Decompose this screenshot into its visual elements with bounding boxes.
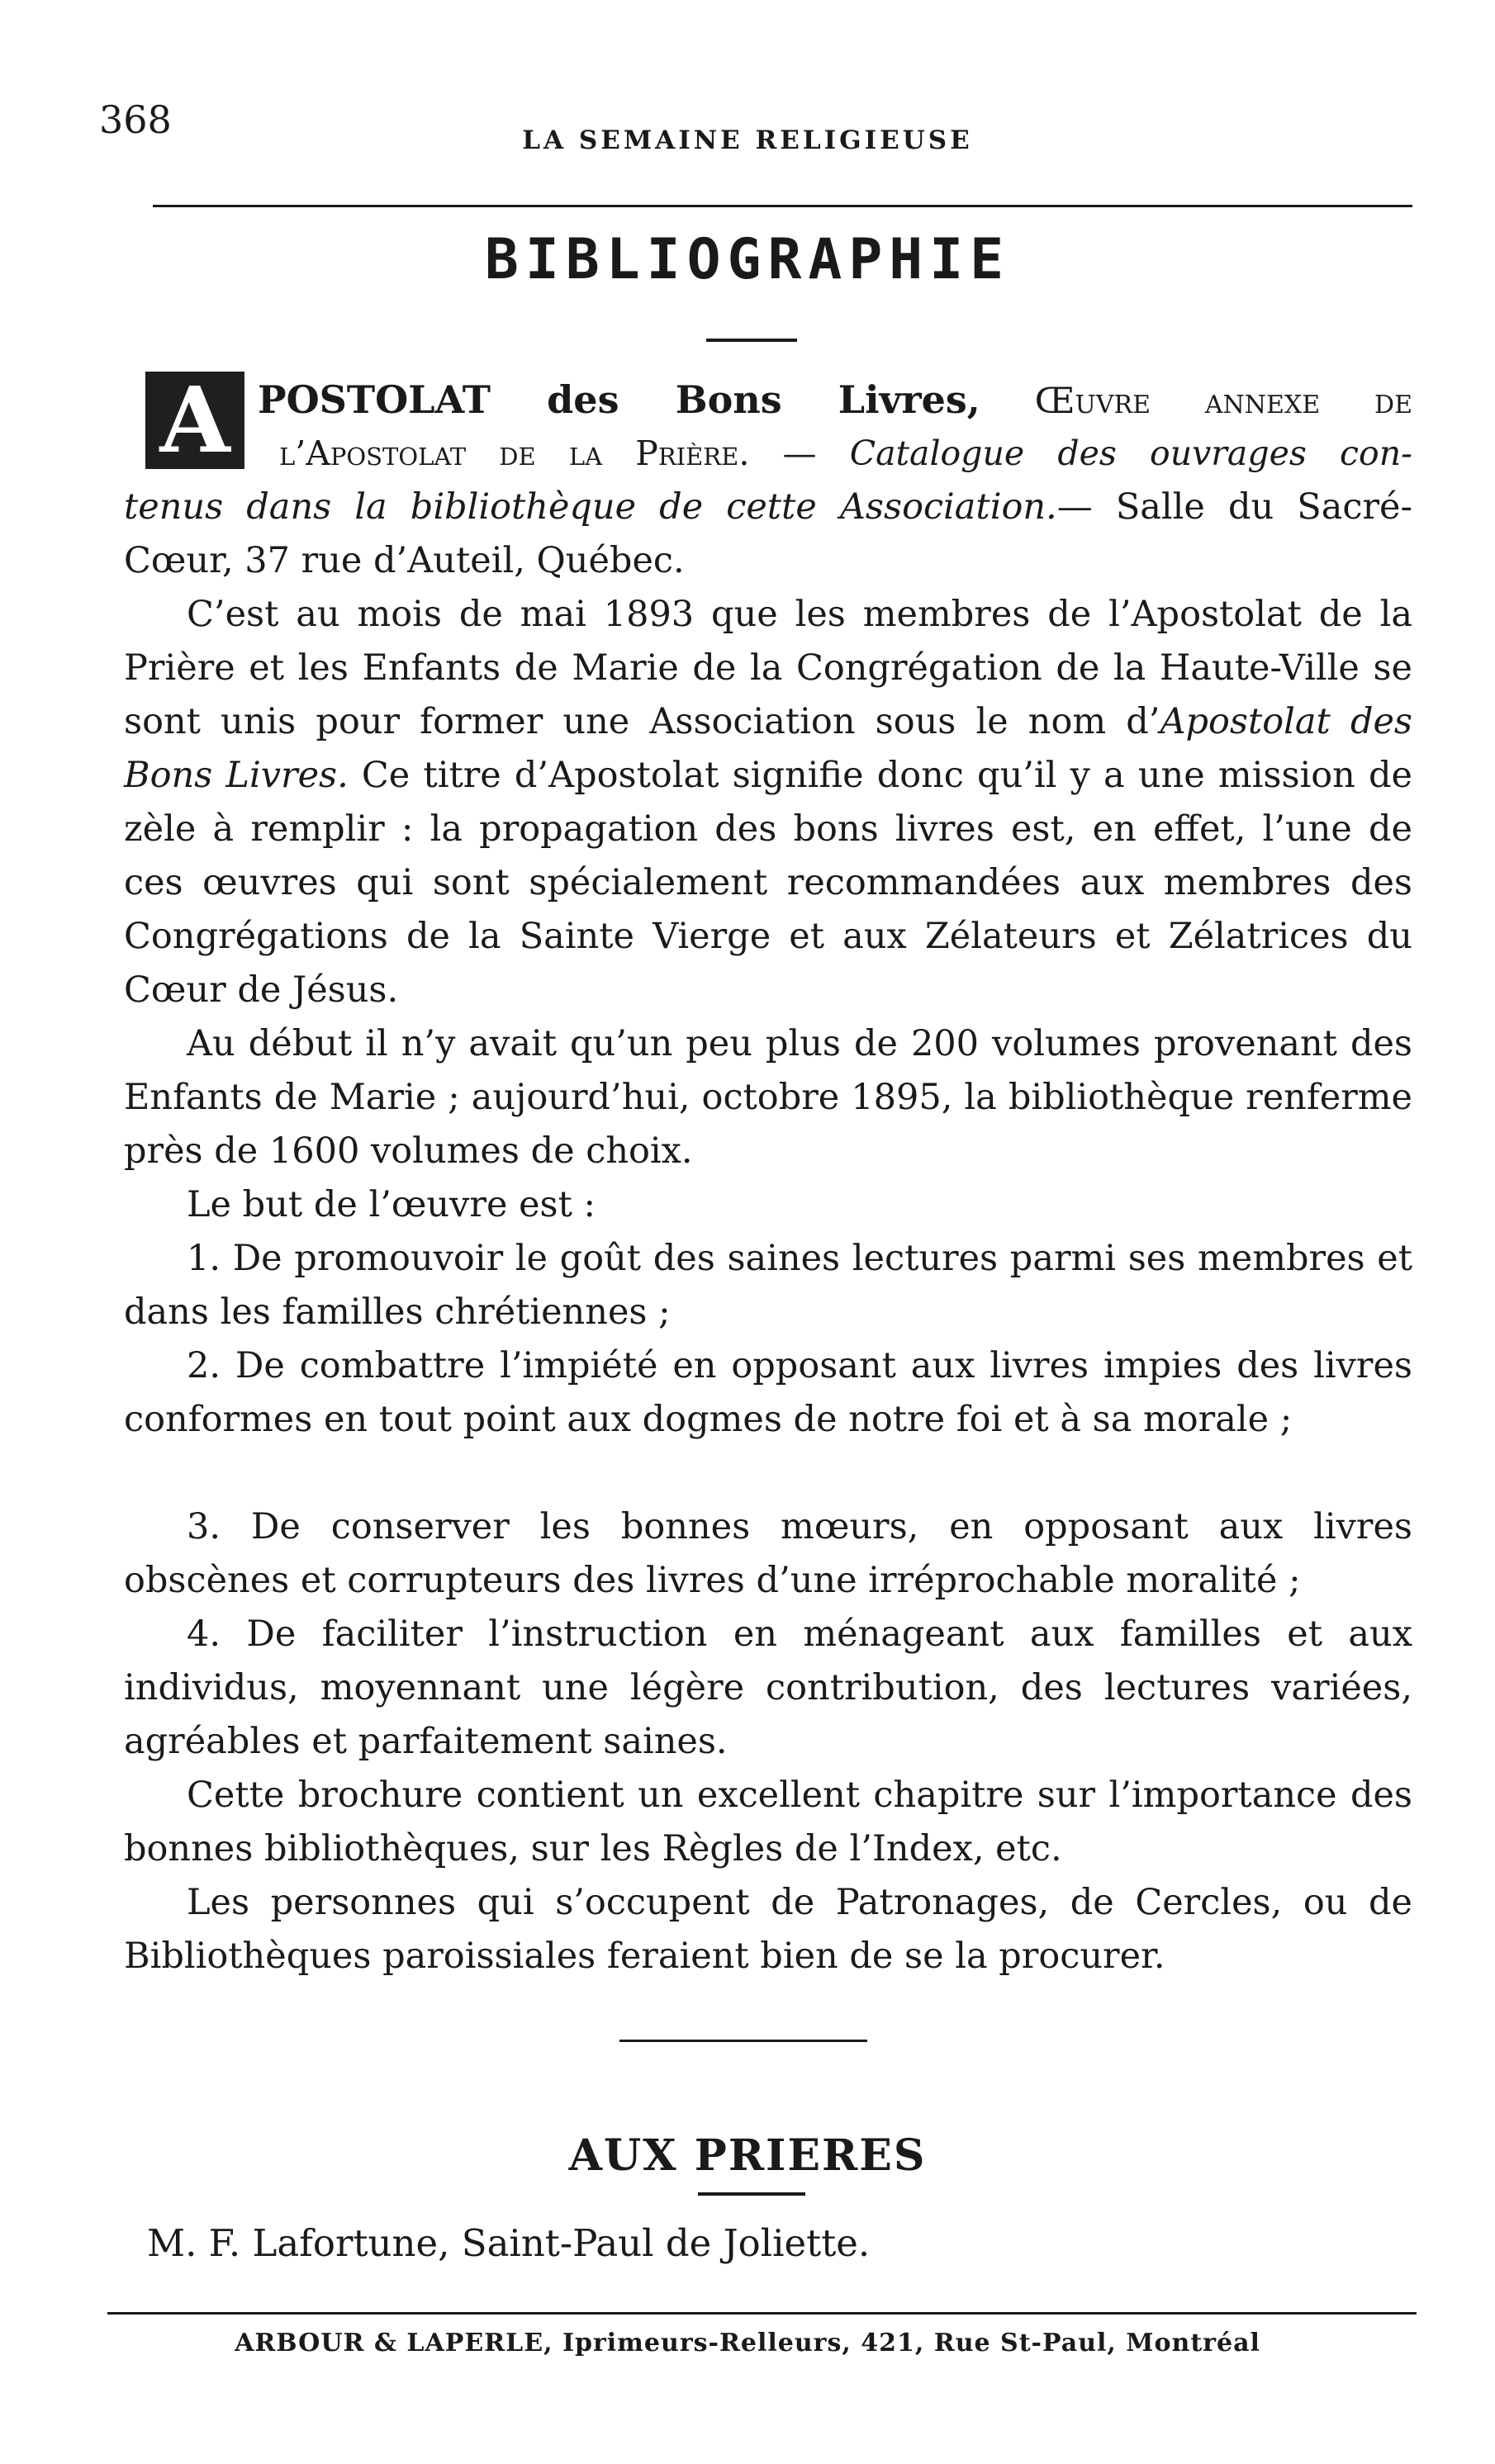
section-title-rule: [706, 339, 797, 342]
entry-subtitle-line: [279, 427, 1412, 481]
paragraph-1-before: C’est au mois de mai 1893 que les membres de l’Apostolat de la Prière et les Enfants de Marie de la Congrégation de la Haute-Ville se sont unis pour former une Association sous le nom d’: [124, 594, 1412, 742]
paragraph-5: 2. De combattre l’impiété en opposant aux livres impies des livres conformes en tout point aux dogmes de notre foi et à sa morale ;: [124, 1345, 1412, 1440]
entry-subtitle-a: Œuvre annexe de: [1034, 381, 1413, 422]
footer-rule: [107, 2312, 1417, 2315]
prayer-recipient: M. F. Lafortune, Saint-Paul de Joliette.: [147, 2221, 871, 2265]
running-head: LA SEMAINE RELIGIEUSE: [522, 126, 973, 155]
paragraph-3: Le but de l’œuvre est :: [187, 1184, 596, 1225]
prayers-title: AUX PRIERES: [568, 2130, 927, 2181]
paragraph-1: [124, 588, 1412, 1017]
dropcap: A: [145, 372, 244, 469]
page-number: 368: [99, 97, 172, 142]
paragraph-1-after: Ce titre d’Apostolat signifie donc qu’il y a une mission de zèle à remplir : la propagation des bons livres est, en effet, l’une de ces œuvres qui sont spécialement recommandées aux membres des Congrégations de la Sainte Vierge et aux Zélateurs et Zélatrices du Cœur de Jésus.: [124, 755, 1412, 1011]
entry-subtitle-b: l’Apostolat de la Prière.: [279, 434, 750, 473]
paragraph-7: 4. De faciliter l’instruction en ménageant aux familles et aux individus, moyennant une légère contribution, des lectures variées, agréables et parfaitement saines.: [124, 1613, 1412, 1762]
paragraph-1-italic: Apostolat des Bons Livres.: [124, 701, 1412, 796]
paragraph-2: Au début il n’y avait qu’un peu plus de 200 volumes provenant des Enfants de Marie ; aujourd’hui, octobre 1895, la bibliothèque renferme près de 1600 volumes de choix.: [124, 1023, 1412, 1172]
entry-title: POSTOLAT des Bons Livres,: [258, 377, 980, 422]
paragraph-4: 1. De promouvoir le goût des saines lectures parmi ses membres et dans les familles chrétiennes ;: [124, 1238, 1412, 1333]
paragraph-8: Cette brochure contient un excellent chapitre sur l’importance des bonnes bibliothèques, sur les Règles de l’Index, etc.: [124, 1775, 1412, 1869]
section-divider: [619, 2040, 867, 2042]
catalogue-title-end: tenus dans la bibliothèque de cette Association.: [124, 486, 1057, 528]
entry-heading-line: [258, 373, 1412, 429]
paragraph-9: Les personnes qui s’occupent de Patronages, de Cercles, ou de Bibliothèques paroissiales feraient bien de se la procurer.: [124, 1882, 1412, 1977]
paragraph-6: 3. De conserver les bonnes mœurs, en opposant aux livres obscènes et corrupteurs des livres d’une irréprochable moralité ;: [124, 1506, 1412, 1601]
prayers-title-rule: [698, 2192, 805, 2196]
header-rule: [153, 205, 1412, 207]
printer-imprint: ARBOUR & LAPERLE, Iprimeurs-Relleurs, 421, Rue St-Paul, Montréal: [235, 2329, 1260, 2357]
entry-address: — Salle du Sacré-Cœur, 37 rue d’Auteil, Québec.: [124, 486, 1412, 581]
entry-continuation: [124, 481, 1412, 588]
section-title: BIBLIOGRAPHIE: [484, 227, 1011, 292]
entry-dash: —: [782, 434, 817, 473]
catalogue-title-start: Catalogue des ouvrages con-: [849, 434, 1412, 473]
